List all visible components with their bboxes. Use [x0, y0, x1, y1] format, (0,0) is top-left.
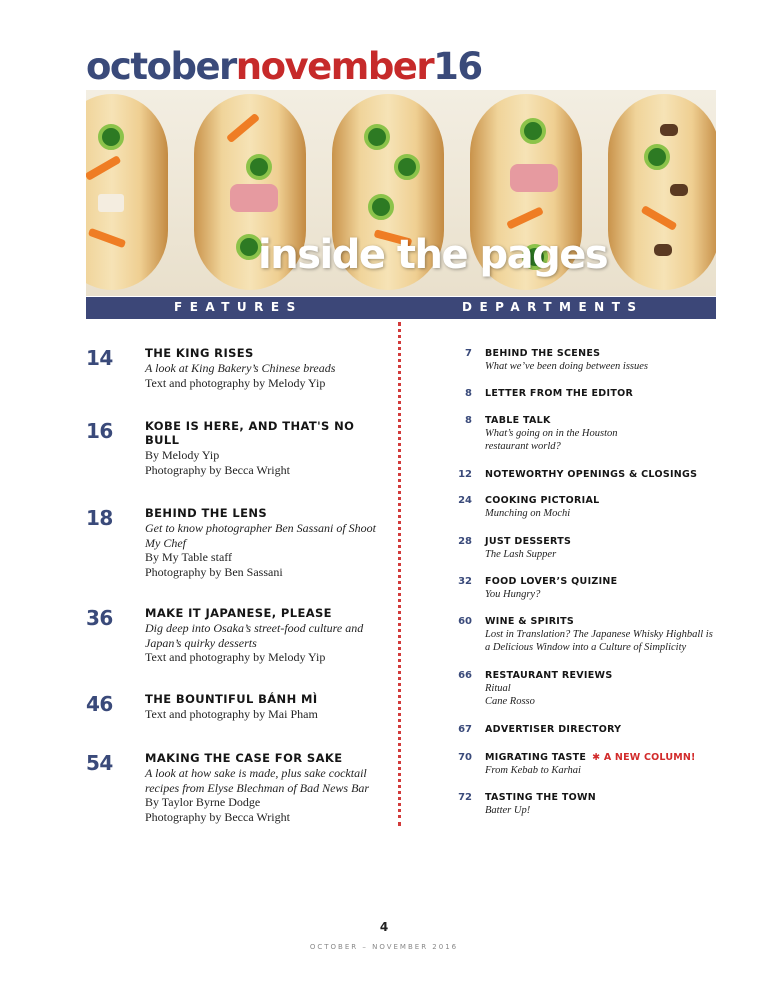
department-title: RESTAURANT REVIEWS: [485, 670, 613, 681]
issue-year: 16: [433, 45, 482, 88]
feature-page: 36: [86, 606, 113, 630]
department-title: BEHIND THE SCENES: [485, 348, 601, 359]
department-page: 24: [458, 495, 472, 506]
feature-page: 18: [86, 506, 113, 530]
column-divider: [398, 322, 401, 826]
feature-credit: Text and photography by Melody Yip: [145, 650, 326, 664]
features-heading: FEATURES: [174, 300, 303, 314]
sandwich-illustration: [86, 94, 168, 290]
department-dek: a Delicious Window into a Culture of Simplicity: [485, 642, 687, 653]
department-title: WINE & SPIRITS: [485, 616, 575, 627]
sandwich-illustration: [608, 94, 716, 290]
department-dek: Cane Rosso: [485, 696, 535, 707]
department-dek: You Hungry?: [485, 589, 541, 600]
feature-title: MAKE IT JAPANESE, PLEASE: [145, 606, 332, 620]
feature-dek: A look at how sake is made, plus sake cocktail recipes from Elyse Blechman of Bad News Bar: [145, 766, 370, 795]
department-title: TABLE TALK: [485, 415, 551, 426]
department-page: 32: [458, 576, 472, 587]
feature-credit: Photography by Becca Wright: [145, 462, 290, 477]
department-dek: Munching on Mochi: [485, 508, 571, 519]
feature-title: THE KING RISES: [145, 346, 254, 360]
department-page: 67: [458, 724, 472, 735]
feature-credit: Text and photography by Mai Pham: [145, 707, 318, 721]
feature-page: 14: [86, 346, 113, 370]
department-title: JUST DESSERTS: [485, 536, 572, 547]
department-dek: What we’ve been doing between issues: [485, 361, 648, 372]
department-title: FOOD LOVER’S QUIZINE: [485, 576, 618, 587]
department-title: ADVERTISER DIRECTORY: [485, 724, 622, 735]
feature-credit: Photography by Ben Sassani: [145, 564, 283, 579]
feature-page: 54: [86, 751, 113, 775]
feature-credit: By Melody Yip: [145, 448, 220, 462]
department-title: NOTEWORTHY OPENINGS & CLOSINGS: [485, 469, 698, 480]
department-page: 60: [458, 616, 472, 627]
issue-month-2: november: [235, 45, 434, 88]
feature-title: BEHIND THE LENS: [145, 506, 268, 520]
feature-dek: A look at King Bakery’s Chinese breads: [145, 361, 336, 375]
issue-footer: OCTOBER – NOVEMBER 2016: [309, 943, 459, 951]
feature-dek: Get to know photographer Ben Sassani of Shoot My Chef: [145, 521, 376, 550]
department-title: COOKING PICTORIAL: [485, 495, 600, 506]
new-column-badge: ✱ A NEW COLUMN!: [592, 752, 696, 763]
department-page: 28: [458, 536, 472, 547]
department-page: 70: [458, 752, 472, 763]
department-page: 8: [465, 415, 472, 426]
department-dek: Lost in Translation? The Japanese Whisky Highball is: [485, 629, 713, 640]
department-dek: restaurant world?: [485, 441, 561, 452]
department-dek: The Lash Supper: [485, 549, 557, 560]
department-title: LETTER FROM THE EDITOR: [485, 388, 634, 399]
feature-page: 16: [86, 419, 113, 443]
department-title: MIGRATING TASTE: [485, 752, 587, 763]
feature-title: KOBE IS HERE, AND THAT'S NO BULL: [145, 419, 355, 447]
departments-heading: DEPARTMENTS: [462, 300, 644, 314]
department-dek: Ritual: [485, 683, 511, 694]
section-band: [86, 297, 716, 319]
department-title: TASTING THE TOWN: [485, 792, 597, 803]
feature-credit: Photography by Becca Wright: [145, 809, 290, 824]
department-dek: What’s going on in the Houston: [485, 428, 618, 439]
issue-title: [86, 45, 482, 88]
department-dek: From Kebab to Karhai: [485, 765, 581, 776]
department-page: 8: [465, 388, 472, 399]
feature-title: MAKING THE CASE FOR SAKE: [145, 751, 343, 765]
department-page: 7: [465, 348, 472, 359]
feature-credit: Text and photography by Melody Yip: [145, 375, 326, 390]
feature-credit: By Taylor Byrne Dodge: [145, 795, 261, 809]
feature-credit: By My Table staff: [145, 550, 233, 564]
department-page: 12: [458, 469, 472, 480]
issue-month-1: october: [86, 45, 236, 88]
hero-caption: inside the pages: [258, 232, 608, 278]
department-dek: Batter Up!: [485, 805, 531, 816]
feature-dek: Dig deep into Osaka’s street-food culture and Japan’s quirky desserts: [145, 621, 364, 650]
feature-title: THE BOUNTIFUL BÁNH MÌ: [145, 692, 318, 706]
department-page: 66: [458, 670, 472, 681]
page-number: 4: [379, 920, 389, 934]
feature-page: 46: [86, 692, 113, 716]
department-page: 72: [458, 792, 472, 803]
